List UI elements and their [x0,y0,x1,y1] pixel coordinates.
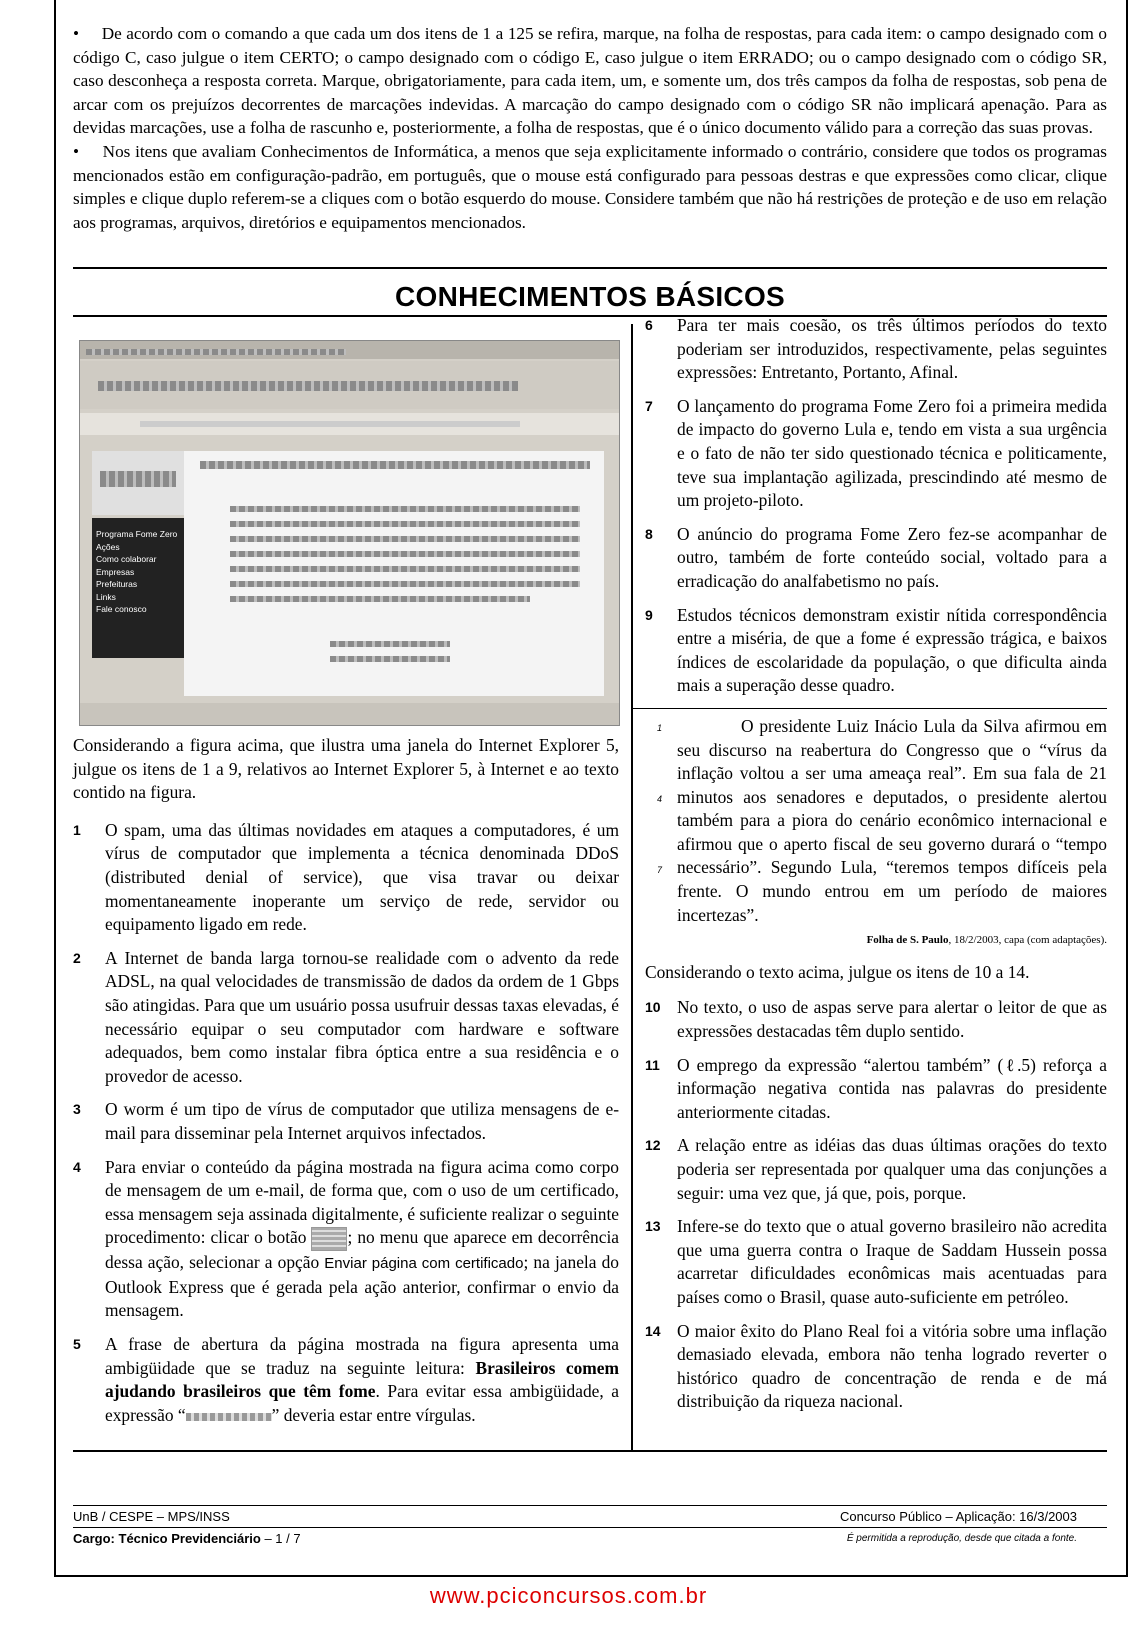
item-3: 3 O worm é um tipo de vírus de computador que utiliza mensagens de e-mail para disseminar pela Internet arquivos infectados. [73,1099,619,1143]
item-9: 9 Estudos técnicos demonstram existir nítida correspondência entre a miséria, de que a fome é expressão trágica, e baixos índices de escolaridade da população, o que dificulta ainda mais a superação desse quadro. [645,604,1107,696]
divider [73,1450,1107,1452]
section-title: CONHECIMENTOS BÁSICOS [394,281,786,312]
item-10: 10 No texto, o uso de aspas serve para alertar o leitor de que as expressões destacadas têm duplo sentido. [645,997,1107,1042]
instruction-1: De acordo com o comando a que cada um dos itens de 1 a 125 se refira, marque, na folha de respostas, para cada item: o campo designado com o código C, caso julgue o item CERTO; o campo designado com o código E, caso julgue o item ERRADO; ou o campo designado com o código SR, caso desconheça a resposta correta. Marque, obrigatoriamente, para cada item, um, e somente um, dos três campos da folha de respostas, sob pena de arcar com os prejuízos decorrentes de marcações indevidas. A marcação do campo designado com o código SR não implicará apenação. Para as devidas marcações, use a folha de rascunho e, posteriormente, a folha de respostas, que é o único documento válido para a correção das suas provas. [73,24,1107,138]
items-1-9-lead: Considerando a figura acima, que ilustra uma janela do Internet Explorer 5, julgue os itens de 1 a 9, relativos ao Internet Explorer 5, à Internet e ao texto contido na figura. [73,735,619,803]
instructions: • De acordo com o comando a que cada um dos itens de 1 a 125 se refira, marque, na folha de respostas, para cada item: o campo designado com o código C, caso julgue o item CERTO; o campo designado com o código E, caso julgue o item ERRADO; ou o campo designado com o código SR, caso desconheça a resposta correta. Marque, obrigatoriamente, para cada item, um, e somente um, dos três campos da folha de respostas, sob pena de arcar com os prejuízos decorrentes de marcações indevidas. A marcação do campo designado com o código SR não implicará apenação. Para as devidas marcações, use a folha de rascunho e, posteriormente, a folha de respostas, que é o único documento válido para a correção das suas provas. • Nos itens que avaliam Conhecimentos de Informática, a menos que seja explicitamente informado o contrário, considere que todos os programas mencionados estão em configuração-padrão, em português, que o mouse está configurado para pessoas destras e que expressões como clicar, clique simples e clique duplo referem-se a cliques com o botão esquerdo do mouse. Considere também que não há restrições de proteção e de uso em relação aos programas, arquivos, diretórios e equipamentos mencionados. [73,24,1107,232]
item-8: 8 O anúncio do programa Fome Zero fez-se acompanhar de outro, também de forte conteúdo social, voltado para a erradicação do analfabetismo no país. [645,523,1107,591]
footer-left-2: Cargo: Técnico Previdenciário – 1 / 7 [73,1531,301,1546]
item-11: 11 O emprego da expressão “alertou também” (ℓ.5) reforça a informação negativa contida nas palavras do presidente anteriormente citadas. [645,1054,1107,1122]
mail-button-icon [311,1227,347,1251]
instruction-2: Nos itens que avaliam Conhecimentos de Informática, a menos que seja explicitamente informado o contrário, considere que todos os programas mencionados estão em configuração-padrão, em português, que o mouse está configurado para pessoas destras e que expressões como clicar, clique simples e clique duplo referem-se a cliques com o botão esquerdo do mouse. Considere também que não há restrições de proteção e de uso em relação aos programas, arquivos, diretórios e equipamentos mencionados. [73,141,1107,232]
item-2: 2 A Internet de banda larga tornou-se realidade com o advento da rede ADSL, na qual velocidades de transmissão de dados da ordem de 1 Gbps são atingidas. Para que um usuário possa usufruir dessas taxas elevadas, é necessário equipar o seu computador com hardware e software adequados, bem como instalar fibra óptica entre a sua residência e o provedor de acesso. [73,947,619,1086]
left-column [73,734,619,1437]
items-10-14-lead: Considerando o texto acima, julgue os itens de 10 a 14. [645,961,1030,982]
reading-text: 1 4 7 O presidente Luiz Inácio Lula da Silva afirmou em seu discurso na reabertura do Congresso que o “vírus da inflação voltou a ser uma ameaça real”. Em sua fala de 21 minutos aos senadores e deputados, o presidente alertou também para a piora do cenário econômico internacional e afirmou que o aperto fiscal de seu governo durará o “tempo necessário”. Segundo Lula, “teremos tempos difíceis pela frente. O mundo entrou em um período de maiores incertezas”. [657,715,1107,925]
right-column [645,314,1107,1424]
divider [73,267,1107,269]
item-12: 12 A relação entre as idéias das duas últimas orações do texto poderia ser representada por qualquer uma das conjunções a seguir: uma vez que, já que, pois, porque. [645,1135,1107,1203]
item-1: 1 O spam, uma das últimas novidades em ataques a computadores, é um vírus de computador que implementa a técnica denominada DDoS (distributed denial of service), que visa travar ou deixar momentaneamente inoperante um serviço de rede, servidor ou equipamento ligado em rede. [73,819,619,935]
item-13: 13 Infere-se do texto que o atual governo brasileiro não acredita que uma guerra contra o Iraque de Saddam Hussein possa acarretar dificuldades econômicas mais acentuadas para países como o Brasil, quase auto-suficiente em petróleo. [645,1216,1107,1307]
footer-left-1: UnB / CESPE – MPS/INSS [73,1509,230,1524]
column-divider [631,324,633,1450]
item-4: 4 Para enviar o conteúdo da página mostrada na figura acima como corpo de mensagem de um e-mail, de forma que, com o uso de um certificado, essa mensagem seja assinada digitalmente, é suficiente realizar o seguinte procedimento: clicar o botão ; no menu que aparece em decorrência dessa ação, selecionar a opção Enviar página com certificado; na janela do Outlook Express que é gerada pela ação anterior, confirmar o envio da mensagem. [73,1156,619,1321]
footer-right-1: Concurso Público – Aplicação: 16/3/2003 [839,1509,1077,1524]
footer-rule [73,1527,1107,1528]
item-6: 6 Para ter mais coesão, os três últimos períodos do texto poderiam ser introduzidos, respectivamente, pelas seguintes expressões: Entretanto, Portanto, Afinal. [645,315,1107,383]
footer-right-2: É permitida a reprodução, desde que citada a fonte. [846,1533,1077,1544]
footer-rule [73,1505,1107,1506]
item-14: 14 O maior êxito do Plano Real foi a vitória sobre uma inflação demasiado elevada, embora não tenha logrado reverter o histórico quadro de concentração de renda e de má distribuição da riqueza nacional. [645,1320,1107,1412]
item-5: 5 A frase de abertura da página mostrada na figura apresenta uma ambigüidade que se traduz na seguinte leitura: Brasileiros comem ajudando brasileiros que têm fome. Para evitar essa ambigüidade, a expressão “ ” deveria estar entre vírgulas. [73,1334,620,1425]
item-7: 7 O lançamento do programa Fome Zero foi a primeira medida de impacto do governo Lula e, tendo em vista a sua urgência e o fato de não ter sido questionado técnica e politicamente, teve sua implantação agilizada, prescindindo até mesmo de um projeto-piloto. [645,395,1107,511]
text-source: Folha de S. Paulo, 18/2/2003, capa (com adaptações). [866,934,1107,947]
blurred-expression [186,1413,272,1421]
browser-screenshot-figure [79,340,620,726]
figure-sidebar-menu: Programa Fome Zero Ações Como colaborar Empresas Prefeituras Links Fale conosco [92,518,186,658]
site-watermark: www.pciconcursos.com.br [429,1583,708,1608]
